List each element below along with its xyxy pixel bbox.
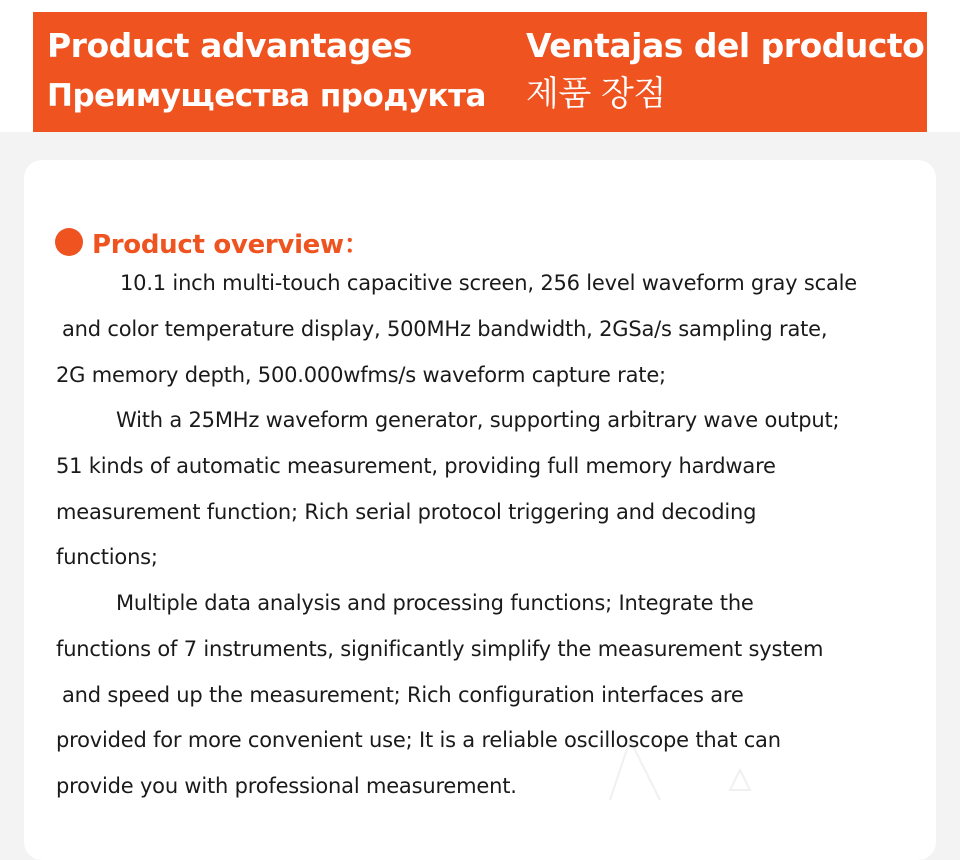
overview-line: 2G memory depth, 500.000wfms/s waveform capture rate; [56, 363, 666, 387]
overview-line: Multiple data analysis and processing functions; Integrate the [116, 591, 754, 615]
overview-line: 10.1 inch multi-touch capacitive screen, 256 level waveform gray scale [120, 271, 857, 295]
banner-title-korean: 제품 장점 [526, 74, 666, 114]
overview-line: functions of 7 instruments, significantly simplify the measurement system [56, 637, 824, 661]
banner-title-spanish: Ventajas del producto [526, 26, 925, 65]
banner-title-english: Product advantages [47, 26, 412, 65]
overview-line: provided for more convenient use; It is a reliable oscilloscope that can [56, 728, 781, 752]
overview-line: and color temperature display, 500MHz bandwidth, 2GSa/s sampling rate, [62, 317, 828, 341]
title-banner [33, 12, 927, 132]
overview-line: and speed up the measurement; Rich configuration interfaces are [62, 683, 744, 707]
overview-line: provide you with professional measurement. [56, 774, 517, 798]
overview-heading-text: Product overview： [92, 229, 370, 260]
overview-line: 51 kinds of automatic measurement, providing full memory hardware [56, 454, 776, 478]
overview-line: measurement function; Rich serial protocol triggering and decoding [56, 500, 757, 524]
bullet-circle-icon [55, 228, 83, 256]
overview-line: With a 25MHz waveform generator, supporting arbitrary wave output; [116, 408, 840, 432]
banner-title-russian: Преимущества продукта [47, 78, 486, 114]
overview-line: functions; [56, 545, 158, 569]
watermark-logo-icon [590, 740, 790, 829]
overview-heading [55, 222, 369, 262]
